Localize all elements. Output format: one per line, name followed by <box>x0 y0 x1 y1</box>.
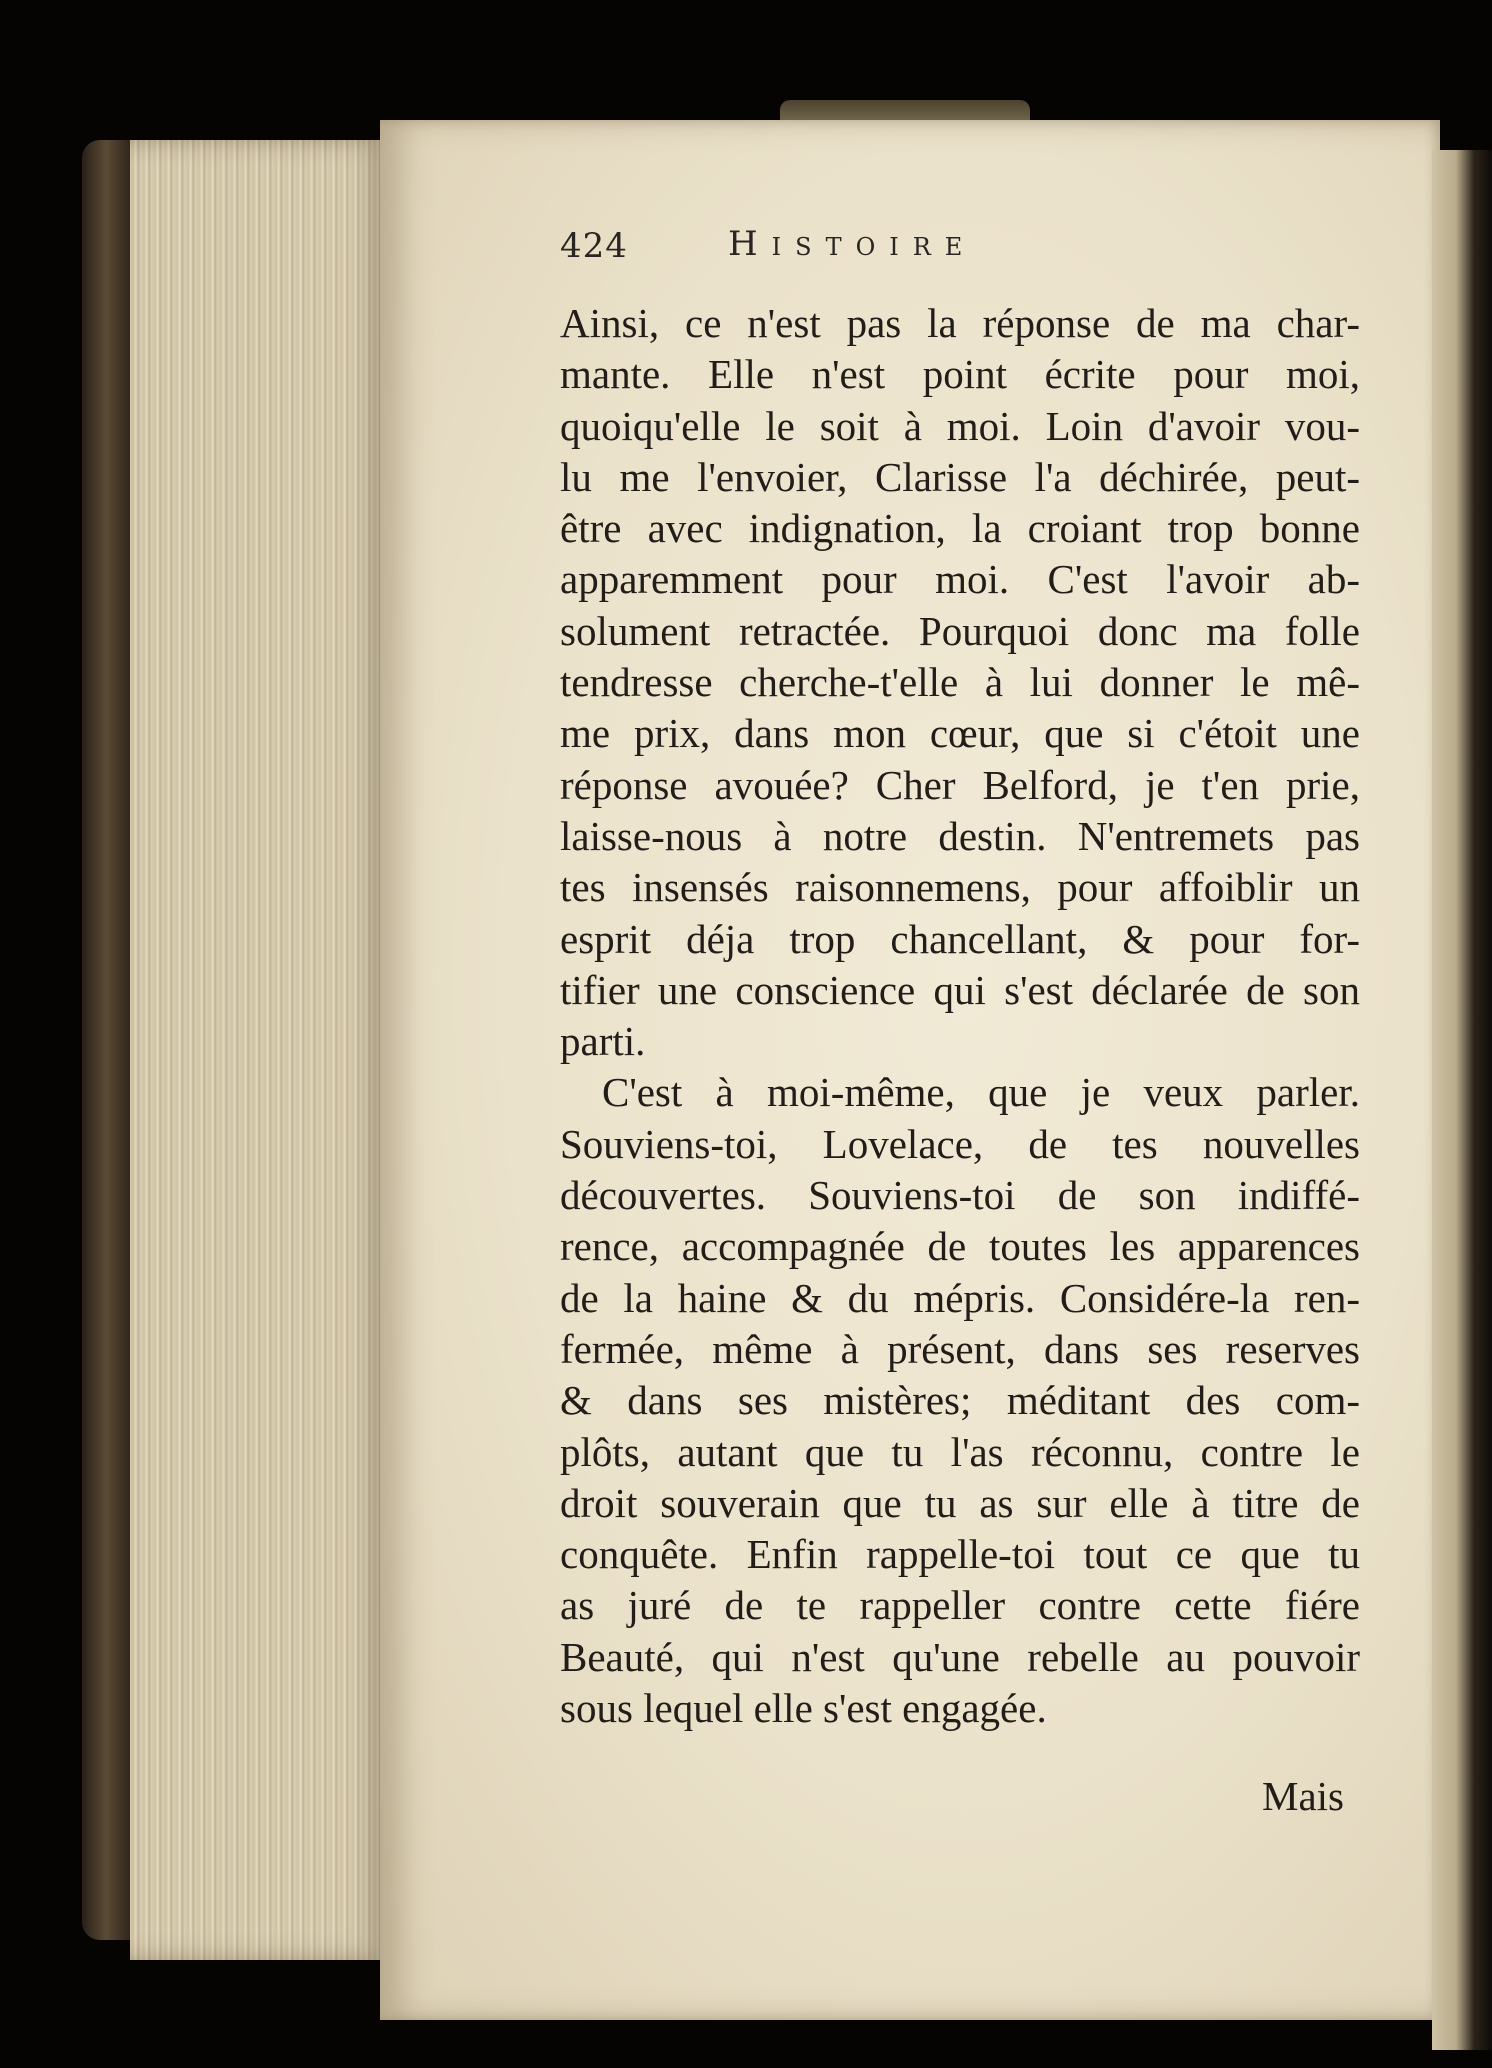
body-text <box>560 298 1360 1734</box>
text-line: sous lequel elle s'est engagée. <box>560 1685 1047 1732</box>
text-line: quoiqu'elle le soit à moi. Loin d'avoir vou- <box>560 402 1360 449</box>
text-line: Beauté, qui n'est qu'une rebelle au pouvoir <box>560 1633 1360 1680</box>
text-line: conquête. Enfin rappelle-toi tout ce que tu <box>560 1531 1360 1578</box>
text-line: rence, accompagnée de toutes les apparences <box>560 1223 1360 1270</box>
text-line: droit souverain que tu as sur elle à titre de <box>560 1479 1360 1526</box>
text-line: de la haine & du mépris. Considére-la ren- <box>560 1274 1360 1321</box>
text-line: parti. <box>560 1018 646 1065</box>
text-line: découvertes. Souviens-toi de son indiffé- <box>560 1172 1360 1219</box>
text-line: être avec indignation, la croiant trop bonne <box>560 505 1360 552</box>
text-line: as juré de te rappeller contre cette fiére <box>560 1582 1360 1629</box>
text-line: Ainsi, ce n'est pas la réponse de ma char- <box>560 300 1360 346</box>
text-line: plôts, autant que tu l'as réconnu, contre le <box>560 1428 1360 1475</box>
text-line: apparemment pour moi. C'est l'avoir ab- <box>560 556 1360 603</box>
text-line: laisse-nous à notre destin. N'entremets pas <box>560 812 1360 859</box>
text-line: solument retractée. Pourquoi donc ma folle <box>560 607 1360 654</box>
text-line: tes insensés raisonnemens, pour affoiblir un <box>560 864 1360 911</box>
page-title: Histoire <box>728 224 977 264</box>
text-line: Souviens-toi, Lovelace, de tes nouvelles <box>560 1120 1360 1167</box>
text-line: réponse avouée? Cher Belford, je t'en prie, <box>560 761 1360 808</box>
text-line: esprit déja trop chancellant, & pour for- <box>560 915 1360 962</box>
page-edges <box>130 140 390 1960</box>
text-line: tifier une conscience qui s'est déclarée de son <box>560 966 1360 1013</box>
running-head <box>560 226 1440 276</box>
text-line: mante. Elle n'est point écrite pour moi, <box>560 351 1360 398</box>
text-line: C'est à moi-même, que je veux parler. <box>602 1069 1360 1116</box>
text-line: tendresse cherche-t'elle à lui donner le mê- <box>560 659 1360 706</box>
catchword: Mais <box>1262 1773 1344 1819</box>
text-line: & dans ses mistères; méditant des com- <box>560 1377 1360 1424</box>
page-number: 424 <box>560 226 628 266</box>
right-cover-edge <box>1432 150 1492 2050</box>
text-line: lu me l'envoier, Clarisse l'a déchirée, peut- <box>560 453 1360 500</box>
text-line: me prix, dans mon cœur, que si c'étoit une <box>560 710 1360 757</box>
text-line: fermée, même à présent, dans ses reserves <box>560 1325 1360 1372</box>
